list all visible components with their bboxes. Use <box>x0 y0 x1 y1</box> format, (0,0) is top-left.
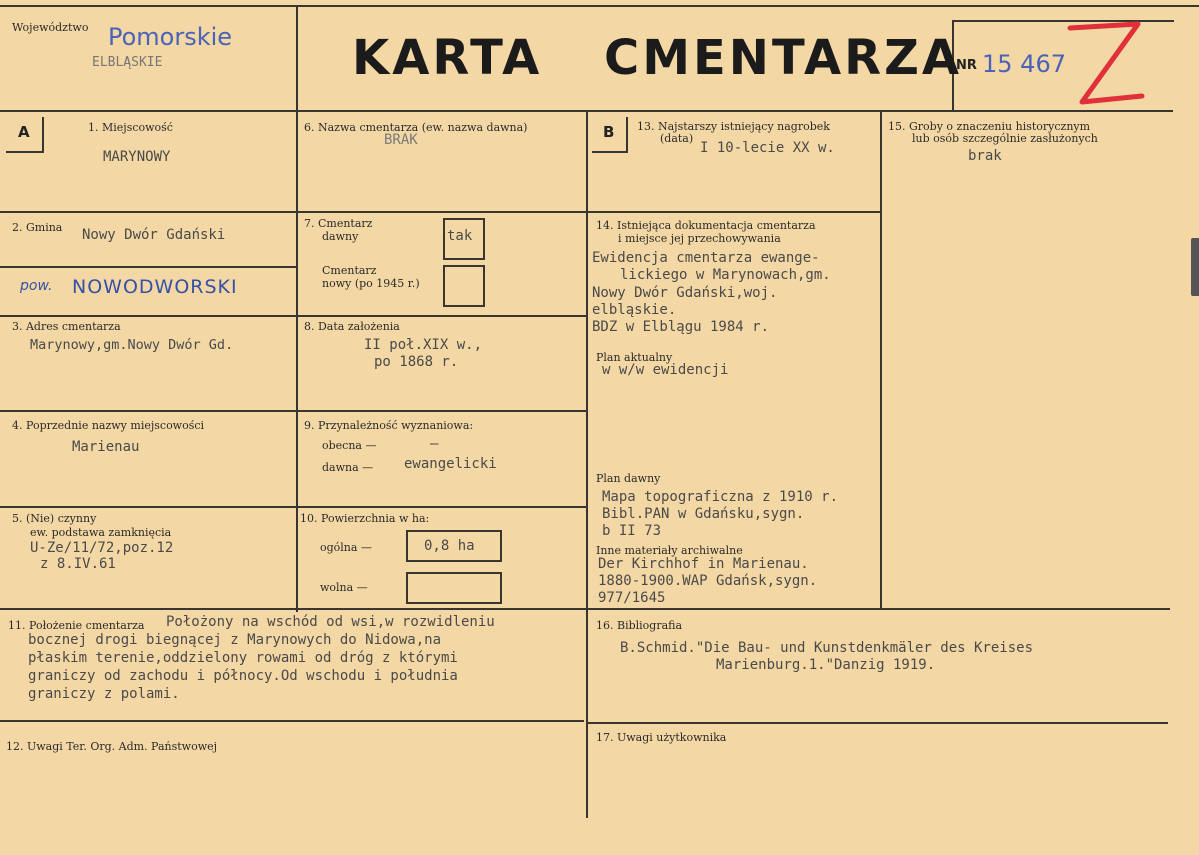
title-cmentarza: CMENTARZA <box>604 30 963 86</box>
dokumentacja-line-3: Nowy Dwór Gdański,woj. <box>592 285 778 301</box>
powiat-value: NOWODWORSKI <box>72 276 238 298</box>
rule-mid <box>0 608 1170 610</box>
plan-dawny-line-2: Bibl.PAN w Gdańsku,sygn. <box>602 506 805 522</box>
nazwa-cmentarza-value: BRAK <box>384 132 418 148</box>
cmentarz-nowy-box <box>443 265 485 307</box>
ogolna-value: 0,8 ha <box>424 538 475 554</box>
najstarszy-nagrobek-label-2: (data) <box>660 132 694 145</box>
inne-materialy-label: Inne materiały archiwalne <box>596 544 743 557</box>
inne-materialy-line-3: 977/1645 <box>598 590 666 606</box>
rule-col3 <box>880 110 882 608</box>
rule-a4 <box>0 410 296 412</box>
rule-a2 <box>0 266 296 268</box>
cmentarz-nowy-label-2: nowy (po 1945 r.) <box>322 277 420 290</box>
wojewodztwo-stamp: Pomorskie <box>108 23 233 51</box>
dawna-value: ewangelicki <box>404 456 497 472</box>
section-a-letter: A <box>18 123 30 141</box>
inne-materialy-line-2: 1880-1900.WAP Gdańsk,sygn. <box>598 573 818 589</box>
bibliografia-line-2: Marienburg.1."Danzig 1919. <box>716 657 936 673</box>
nr-label: NR <box>956 58 977 73</box>
groby-label-2: lub osób szczególnie zasłużonych <box>912 132 1098 145</box>
rule-c3 <box>296 410 586 412</box>
cmentarz-dawny-label-1: 7. Cmentarz <box>304 217 373 230</box>
dokumentacja-line-4: elbląskie. <box>592 302 677 318</box>
rule-c2 <box>296 315 586 317</box>
dokumentacja-label-1: 14. Istniejąca dokumentacja cmentarza <box>596 219 816 232</box>
obecna-label: obecna — <box>322 439 377 452</box>
plan-dawny-line-3: b II 73 <box>602 523 662 539</box>
gmina-label: 2. Gmina <box>12 221 63 234</box>
rule-col1 <box>296 5 298 612</box>
rule-a1 <box>0 211 296 213</box>
cmentarz-dawny-value: tak <box>447 228 473 244</box>
wolna-label: wolna — <box>320 581 368 594</box>
polozenie-line-3: płaskim terenie,oddzielony rowami od dróg z którymi <box>28 650 458 666</box>
inne-materialy-line-1: Der Kirchhof in Marienau. <box>598 556 809 572</box>
miejscowosc-value: MARYNOWY <box>103 149 171 165</box>
adres-value: Marynowy,gm.Nowy Dwór Gd. <box>30 337 234 353</box>
dokumentacja-line-5: BDZ w Elblągu 1984 r. <box>592 319 770 335</box>
podstawa-zamkniecia-label: ew. podstawa zamknięcia <box>30 526 172 539</box>
ogolna-label: ogólna — <box>320 541 372 554</box>
czynny-label: 5. (Nie) czynny <box>12 512 97 525</box>
rule-b1 <box>586 211 880 213</box>
groby-label-1: 15. Groby o znaczeniu historycznym <box>888 120 1091 133</box>
polozenie-line-5: graniczy z polami. <box>28 686 180 702</box>
wojewodztwo-label: Województwo <box>12 21 89 34</box>
polozenie-label: 11. Położenie cmentarza <box>8 619 145 632</box>
uwagi-uzytkownika-label: 17. Uwagi użytkownika <box>596 731 727 744</box>
podstawa-zamkniecia-value-2: z 8.IV.61 <box>40 556 116 572</box>
cmentarz-nowy-label-1: Cmentarz <box>322 264 377 277</box>
wojewodztwo-typed: ELBLĄSKIE <box>92 55 163 70</box>
gmina-value: Nowy Dwór Gdański <box>82 227 226 243</box>
section-b-letter: B <box>603 123 615 141</box>
miejscowosc-label: 1. Miejscowość <box>88 121 173 134</box>
rule-top <box>0 5 1199 7</box>
plan-dawny-line-1: Mapa topograficzna z 1910 r. <box>602 489 839 505</box>
uwagi-ter-org-label: 12. Uwagi Ter. Org. Adm. Państwowej <box>6 740 218 753</box>
data-zalozenia-value-1: II poł.XIX w., <box>364 337 483 353</box>
bibliografia-line-1: B.Schmid."Die Bau- und Kunstdenkmäler des Kreises <box>620 640 1034 656</box>
nazwa-cmentarza-label: 6. Nazwa cmentarza (ew. nazwa dawna) <box>304 121 528 134</box>
title-karta: KARTA <box>352 30 543 86</box>
plan-aktualny-value: w w/w ewidencji <box>602 362 729 378</box>
data-zalozenia-label: 8. Data założenia <box>304 320 400 333</box>
wolna-box <box>406 572 502 604</box>
powierzchnia-label: 10. Powierzchnia w ha: <box>300 512 430 525</box>
bibliografia-label: 16. Bibliografia <box>596 619 683 632</box>
groby-value: brak <box>968 148 1002 164</box>
plan-dawny-label: Plan dawny <box>596 472 661 485</box>
rule-16-bottom <box>588 722 1168 724</box>
plan-aktualny-label: Plan aktualny <box>596 351 673 364</box>
rule-c1 <box>296 211 586 213</box>
rule-11-bottom <box>0 720 584 722</box>
adres-label: 3. Adres cmentarza <box>12 320 121 333</box>
poprzednie-nazwy-value: Marienau <box>72 439 140 455</box>
rule-col2 <box>586 110 588 818</box>
rule-c4 <box>296 506 586 508</box>
card-edge-tab <box>1191 238 1199 296</box>
dawna-label: dawna — <box>322 461 374 474</box>
polozenie-line-4: graniczy od zachodu i północy.Od wschodu i południa <box>28 668 458 684</box>
poprzednie-nazwy-label: 4. Poprzednie nazwy miejscowości <box>12 419 205 432</box>
polozenie-line-2: bocznej drogi biegnącej z Marynowych do Nidowa,na <box>28 632 442 648</box>
podstawa-zamkniecia-value-1: U-Ze/11/72,poz.12 <box>30 540 174 556</box>
najstarszy-nagrobek-value: I 10-lecie XX w. <box>700 140 835 156</box>
dokumentacja-label-2: i miejsce jej przechowywania <box>618 232 781 245</box>
cmentarz-dawny-label-2: dawny <box>322 230 359 243</box>
przynaleznosc-label: 9. Przynależność wyznaniowa: <box>304 419 474 432</box>
rule-a3 <box>0 315 296 317</box>
obecna-value: – <box>430 436 439 452</box>
najstarszy-nagrobek-label-1: 13. Najstarszy istniejący nagrobek <box>637 120 830 133</box>
polozenie-line-1: Położony na wschód od wsi,w rozwidleniu <box>166 614 495 630</box>
dokumentacja-line-1: Ewidencja cmentarza ewange- <box>592 250 820 266</box>
category-z-mark <box>1058 20 1148 110</box>
data-zalozenia-value-2: po 1868 r. <box>374 354 459 370</box>
dokumentacja-line-2: lickiego w Marynowach,gm. <box>620 267 831 283</box>
powiat-label: pow. <box>20 278 53 294</box>
nr-value: 15 467 <box>982 50 1066 78</box>
rule-a5 <box>0 506 296 508</box>
